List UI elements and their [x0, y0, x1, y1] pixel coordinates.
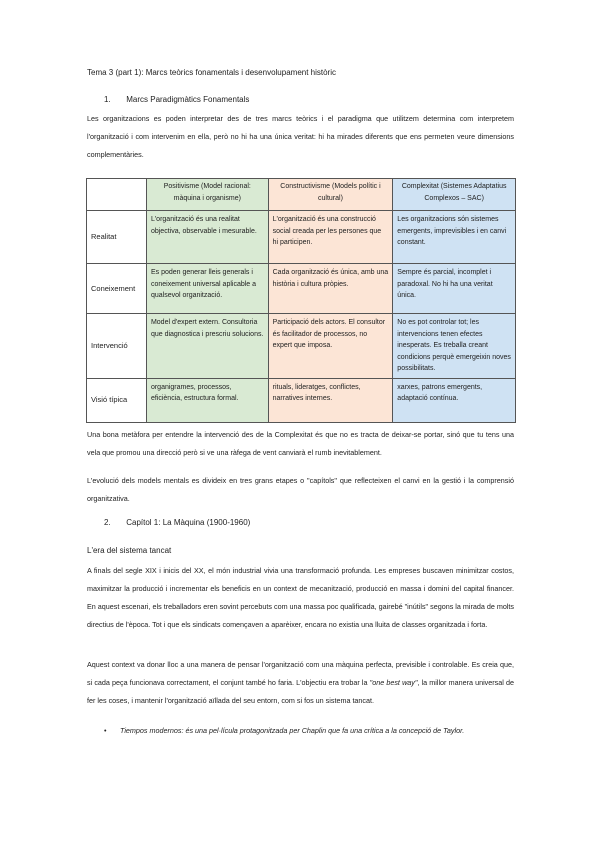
table-cell: Les organitzacions són sistemes emergents, imprevisibles i en canvi constant. — [393, 211, 516, 264]
bullet-text: Tiempos modernos: és una pel·lícula protagonitzada per Chaplin que fa una crítica a la concepció de Taylor. — [120, 726, 465, 735]
table-cell: L'organització és una construcció social creada per les persones que hi participen. — [268, 211, 393, 264]
table-cell: xarxes, patrons emergents, adaptació contínua. — [393, 378, 516, 422]
header-positivisme: Positivisme (Model racional: màquina i organisme) — [146, 179, 268, 211]
metaphor-paragraph: Una bona metàfora per entendre la intervenció des de la Complexitat és que no es tracta de deixar-se portar, sinó que tu tens una vela que promou una direcció però si ve una ràfega de vent canviarà el rumb inevitablement. — [87, 430, 514, 457]
table-cell: Sempre és parcial, incomplet i paradoxal. No hi ha una veritat única. — [393, 264, 516, 314]
section-1-number: 1. — [104, 95, 111, 104]
section-2-title: Capítol 1: La Màquina (1900-1960) — [126, 518, 251, 527]
section-1-title: Marcs Paradigmàtics Fonamentals — [126, 95, 250, 104]
subheading: L'era del sistema tancat — [87, 546, 172, 555]
table-row — [87, 211, 516, 264]
table-row — [87, 264, 516, 314]
header-constructivisme: Constructivisme (Models polític i cultural) — [268, 179, 393, 211]
topic-title: Tema 3 (part 1): Marcs teòrics fonamentals i desenvolupament històric — [87, 68, 336, 77]
table-cell: Es poden generar lleis generals i coneixement universal aplicable a qualsevol organització. — [146, 264, 268, 314]
table-header-row — [87, 179, 516, 211]
table-cell: Participació dels actors. El consultor és facilitador de processos, no expert que imposa. — [268, 314, 393, 379]
paradigms-table — [86, 178, 516, 423]
row-label: Intervenció — [87, 314, 147, 379]
section-1-heading — [104, 95, 249, 104]
row-label: Coneixement — [87, 264, 147, 314]
header-complexitat: Complexitat (Sistemes Adaptatius Complexos – SAC) — [393, 179, 516, 211]
evolution-paragraph: L'evolució dels models mentals es divideix en tres grans etapes o "capítols" que reflecteixen el canvi en la gestió i la comprensió organitzativa. — [87, 476, 514, 503]
table-cell: organigrames, processos, eficiència, estructura formal. — [146, 378, 268, 422]
bullet-marker: • — [104, 726, 107, 735]
row-label: Visió típica — [87, 378, 147, 422]
table-corner-cell — [87, 179, 147, 211]
machine-paragraph-before: Aquest context va donar lloc a una manera de pensar l'organització com una màquina perfecta, previsible i controlable. Es creia que, si cada peça funcionava correctament, el conjunt també ho faria. L'objectiu era trobar la — [87, 660, 514, 687]
intro-paragraph: Les organitzacions es poden interpretar des de tres marcs teòrics i el paradigma que utilitzem determina com interpretem l'organització i com intervenim en ella, però no hi ha una única veritat: hi ha mirades diferents que ens permeten veure dimensions complementàries. — [87, 114, 514, 159]
table-row — [87, 378, 516, 422]
table-cell: No es pot controlar tot; les intervencions tenen efectes inesperats. Es treballa creant condicions perquè emergeixin noves possibilitats. — [393, 314, 516, 379]
list-item — [104, 726, 464, 735]
table-row — [87, 314, 516, 379]
history-paragraph: A finals del segle XIX i inicis del XX, el món industrial vivia una transformació profunda. Les empreses buscaven minimitzar costos, maximitzar la producció i incrementar els beneficis en un context de mecanització, producció en massa i domini del capital financer. En aquest escenari, els treballadors eren sovint percebuts com una massa poc qualificada, gairebé "inútils" segons la mirada de molts directius de l'època. Tot i que els sindicats començaven a aparèixer, encara no existia una lluita de classes organitzada i forta. — [87, 566, 514, 629]
machine-paragraph-after: , la millor manera universal de fer les coses, i mantenir l'organització aïllada del seu entorn, com si fos un sistema tancat. — [87, 678, 514, 705]
machine-paragraph — [87, 656, 514, 710]
row-label: Realitat — [87, 211, 147, 264]
table-cell: L'organització és una realitat objectiva, observable i mesurable. — [146, 211, 268, 264]
table-cell: rituals, lideratges, conflictes, narratives internes. — [268, 378, 393, 422]
one-best-way-emphasis: "one best way" — [369, 678, 418, 687]
section-2-heading — [104, 518, 250, 527]
section-2-number: 2. — [104, 518, 111, 527]
table-cell: Cada organització és única, amb una història i cultura pròpies. — [268, 264, 393, 314]
table-cell: Model d'expert extern. Consultoria que diagnostica i prescriu solucions. — [146, 314, 268, 379]
